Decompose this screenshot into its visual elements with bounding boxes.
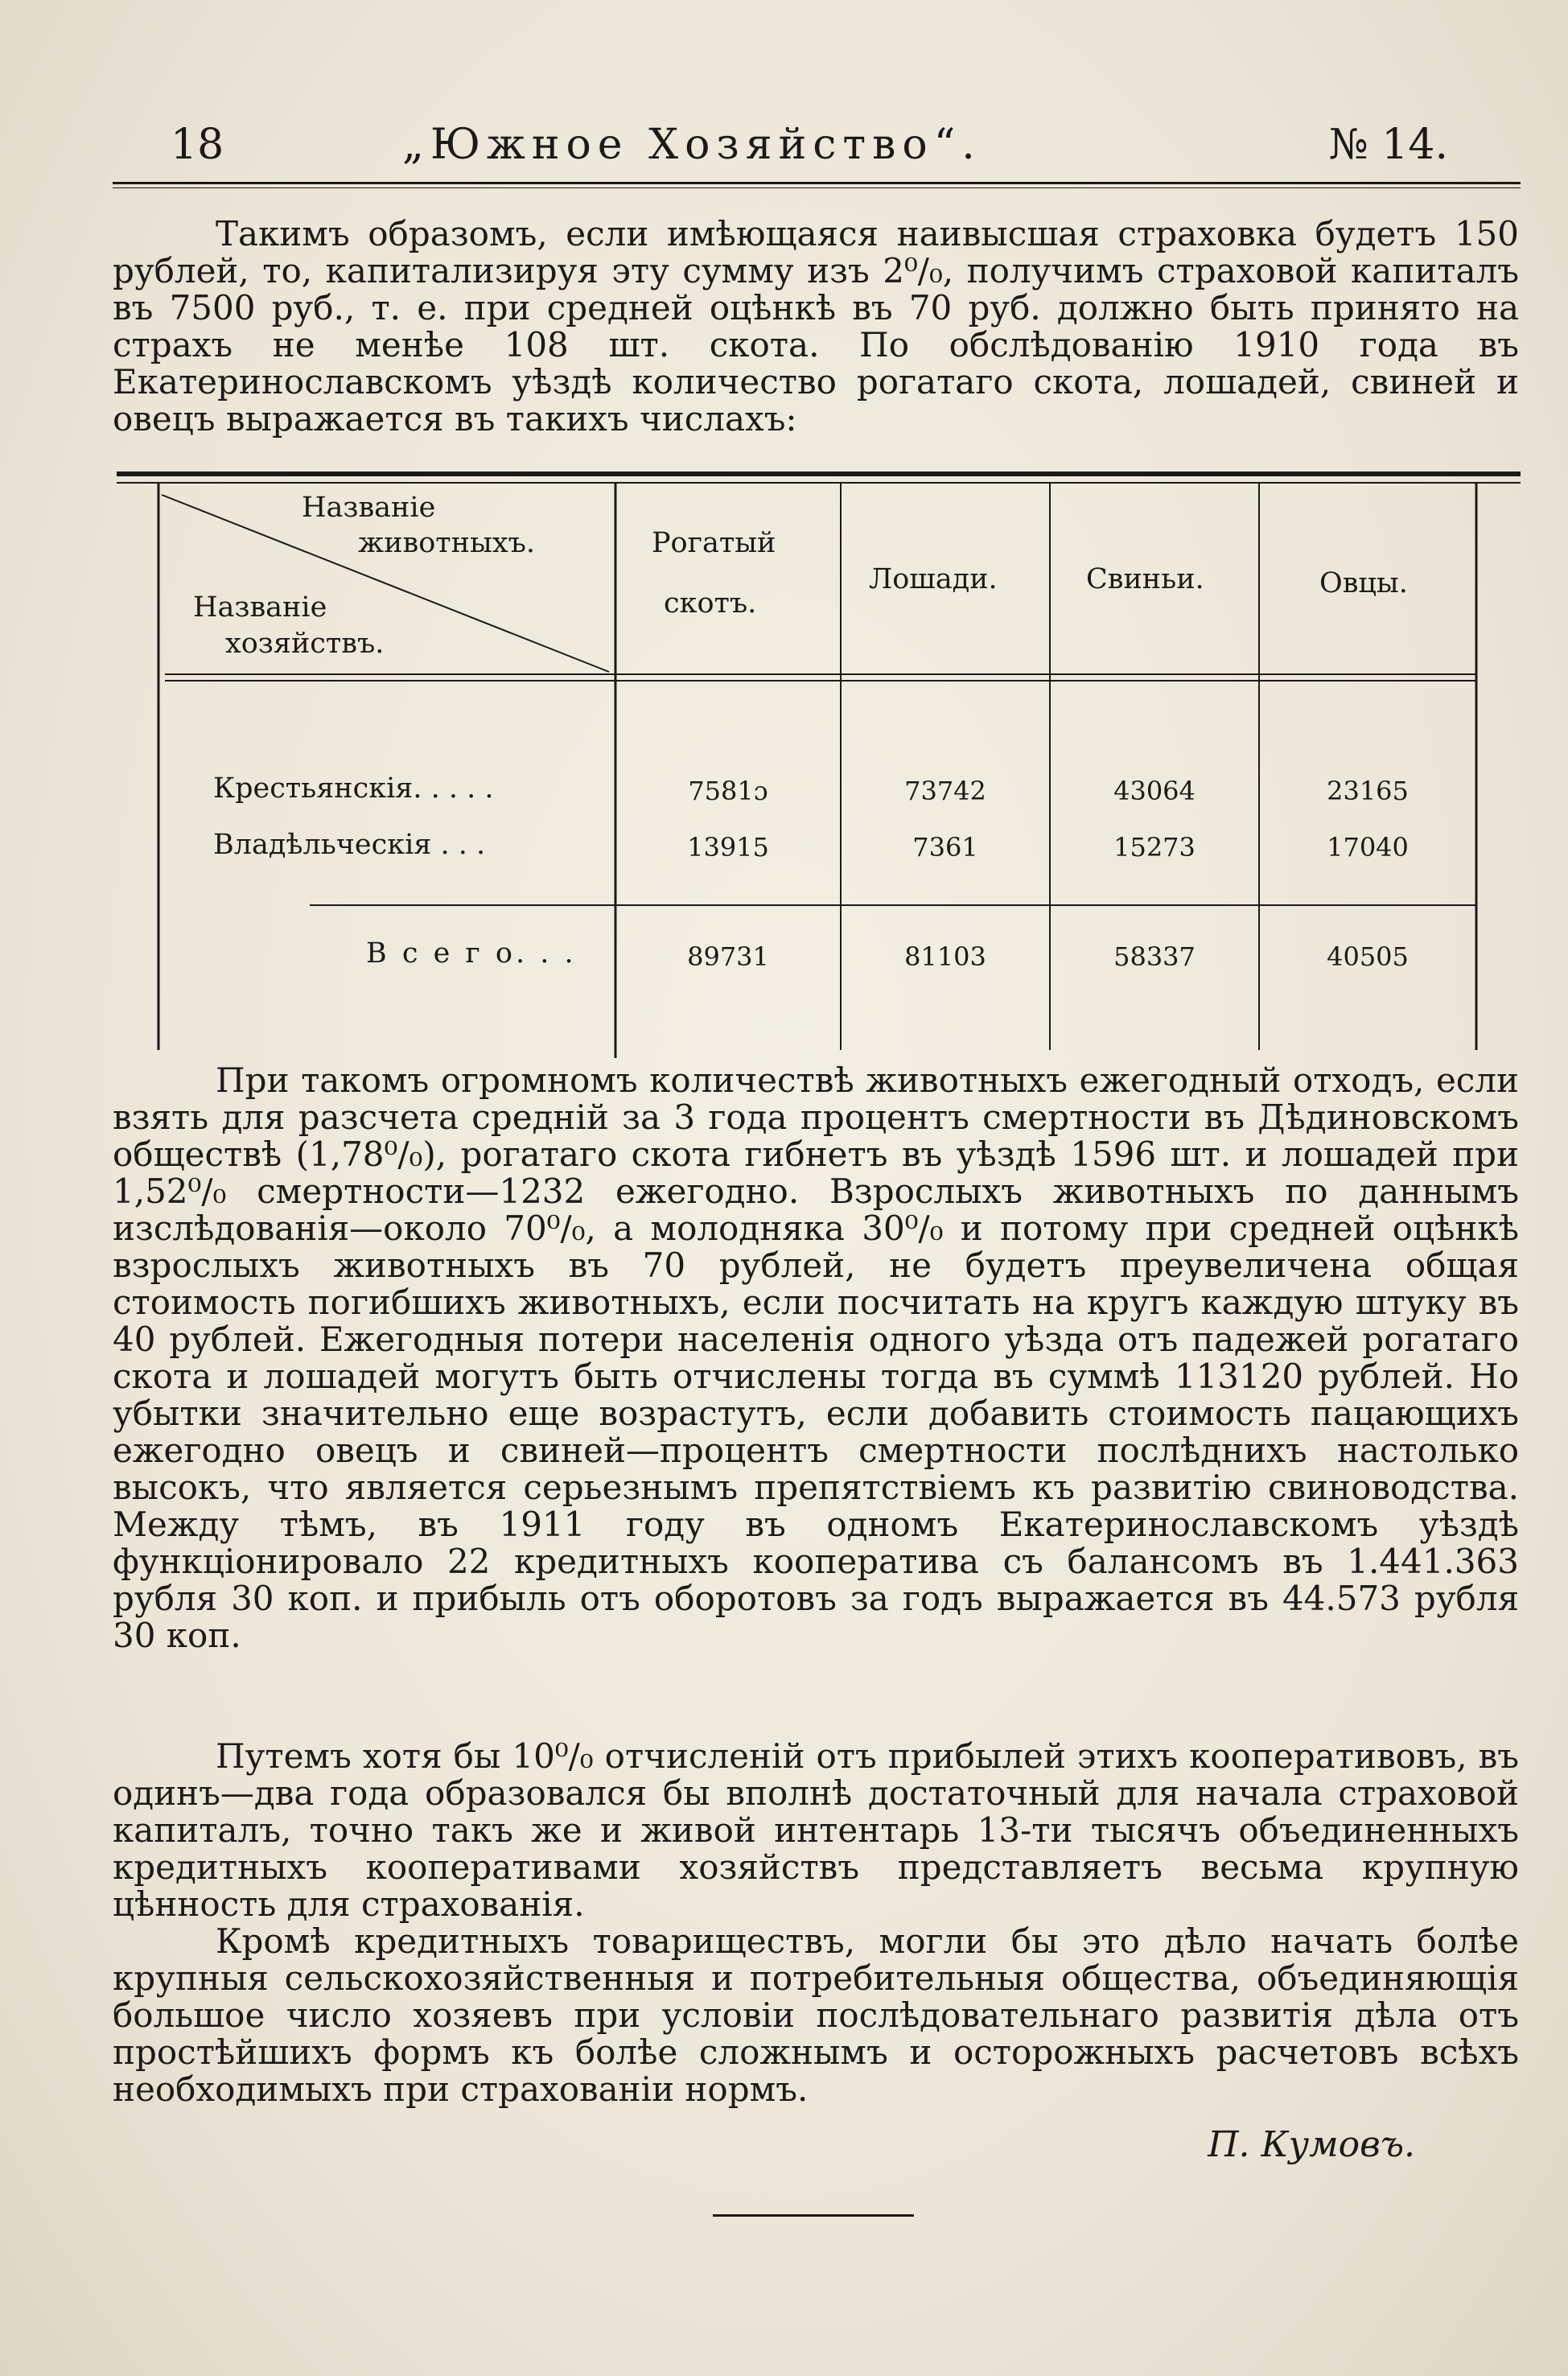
row-label-peasant: Крестьянскія. . . . .	[213, 772, 494, 805]
cell-peasant-sheep: 23165	[1327, 776, 1409, 806]
page-number: 18	[171, 121, 224, 169]
cell-peasant-horses: 73742	[904, 776, 986, 806]
closing-rule	[713, 2214, 914, 2217]
corner-label-farms: Названіе	[193, 591, 327, 624]
cell-total-horses: 81103	[904, 941, 986, 972]
cell-total-sheep: 40505	[1327, 941, 1409, 972]
corner-label-farms-2: хозяйствъ.	[225, 628, 385, 660]
cell-landowner-cattle: 13915	[687, 832, 769, 863]
journal-title: „Южное Хозяйство“.	[402, 121, 982, 169]
row-label-total: В с е г о. . .	[366, 937, 577, 970]
corner-label-animals: Названіе	[302, 492, 436, 524]
livestock-table	[117, 471, 1521, 1058]
page-header	[161, 113, 1480, 177]
col-header-sheep: Овцы.	[1319, 567, 1408, 599]
paragraph-4: Кромѣ кредитныхъ товариществъ, могли бы это дѣло начать болѣе крупныя сельскохозяйственныя и потребительныя общества, объединяющія большое число хозяевъ при условіи послѣдовательнаго развитія дѣла отъ простѣйшихъ формъ къ болѣе сложнымъ и осторожныхъ расчетовъ всѣхъ необходимыхъ при страхованіи нормъ.	[113, 1921, 1519, 2109]
paragraph-1: Такимъ образомъ, если имѣющаяся наивысшая страховка будетъ 150 рублей, то, капитализируя эту сумму изъ 2⁰/₀, получимъ страховой капиталъ въ 7500 руб., т. е. при средней оцѣнкѣ въ 70 руб. должно быть принято на страхъ не менѣе 108 шт. скота. По обслѣдованію 1910 года въ Екатеринославскомъ уѣздѣ количество рогатаго скота, лошадей, свиней и овецъ выражается въ такихъ числахъ:	[113, 214, 1519, 439]
paragraph-3: Путемъ хотя бы 10⁰/₀ отчисленій отъ прибылей этихъ кооперативовъ, въ одинъ—два года образовался бы вполнѣ достаточный для начала страховой капиталъ, точно такъ же и живой интентарь 13-ти тысячъ объединенныхъ кредитныхъ кооперативами хозяйствъ представляетъ весьма крупную цѣнность для страхованія.	[113, 1736, 1519, 1924]
cell-peasant-cattle: 7581ɔ	[688, 776, 768, 806]
author-signature: П. Кумовъ.	[1208, 2124, 1415, 2165]
cell-total-pigs: 58337	[1113, 941, 1196, 972]
cell-peasant-pigs: 43064	[1113, 776, 1196, 806]
col-header-cattle-2: скотъ.	[664, 587, 757, 620]
cell-landowner-pigs: 15273	[1113, 832, 1196, 863]
col-header-pigs: Свиньи.	[1086, 563, 1204, 595]
cell-landowner-horses: 7361	[912, 832, 978, 863]
paragraph-2: При такомъ огромномъ количествѣ животныхъ ежегодный отходъ, если взять для разсчета среднiй за 3 года процентъ смертности въ Дѣдиновскомъ обществѣ (1,78⁰/₀), рогатаго скота гибнетъ въ уѣздѣ 1596 шт. и лошадей при 1,52⁰/₀ смертности—1232 ежегодно. Взрослыхъ животныхъ по даннымъ изслѣдованія—около 70⁰/₀, а молодняка 30⁰/₀ и потому при средней оцѣнкѣ взрослыхъ животныхъ въ 70 рублей, не будетъ преувеличена общая стоимость погибшихъ животныхъ, если посчитать на кругъ каждую штуку въ 40 рублей. Ежегодныя потери населенія одного уѣзда отъ падежей рогатаго скота и лошадей могутъ быть отчислены тогда въ суммѣ 113120 рублей. Но убытки значительно еще возрастутъ, если добавить стоимость пацающихъ ежегодно овецъ и свиней—процентъ смертности послѣднихъ настолько высокъ, что является серьезнымъ препятствіемъ къ развитію свиноводства. Между тѣмъ, въ 1911 году въ одномъ Екатеринославскомъ уѣздѣ функціонировало 22 кредитныхъ кооператива съ балансомъ въ 1.441.363 рубля 30 коп. и прибыль отъ оборотовъ за годъ выражается въ 44.573 рубля 30 коп.	[113, 1060, 1519, 1655]
col-header-cattle: Рогатый	[652, 527, 776, 559]
cell-total-cattle: 89731	[687, 941, 769, 972]
issue-number: № 14.	[1328, 121, 1448, 169]
col-header-horses: Лошади.	[869, 563, 998, 595]
row-label-landowner: Владѣльческія . . .	[213, 829, 486, 861]
header-rule	[113, 182, 1521, 188]
corner-label-animals-2: животныхъ.	[358, 527, 535, 559]
cell-landowner-sheep: 17040	[1327, 832, 1409, 863]
